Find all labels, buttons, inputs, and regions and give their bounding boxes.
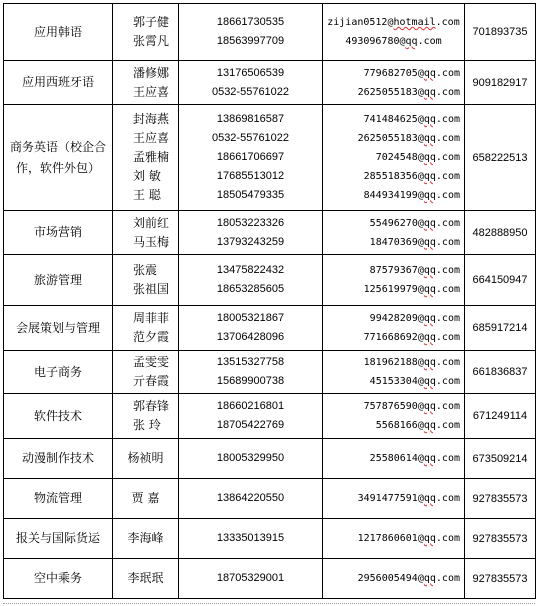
contact-phone: 18705329001 xyxy=(216,572,285,584)
major-cell: 空中乘务 xyxy=(4,559,113,599)
email-tld: .com xyxy=(435,313,460,324)
contact-phones-cell xyxy=(179,4,323,61)
email-tld: .com xyxy=(435,332,460,343)
major-cell: 动漫制作技术 xyxy=(4,439,113,479)
email-domain: qq xyxy=(423,284,436,295)
contact-phones-cell xyxy=(179,439,323,479)
email-domain: qq xyxy=(423,265,436,276)
email-user: 1217860601@ xyxy=(357,533,424,544)
contact-phone: 13864220550 xyxy=(216,492,285,504)
contact-emails-cell xyxy=(323,105,465,211)
email-tld: .com xyxy=(435,573,460,584)
qq-group-cell: 482888950 xyxy=(465,211,536,255)
email-tld: .com xyxy=(435,152,460,163)
contact-name: 郭子健 xyxy=(133,15,170,29)
contact-emails-cell xyxy=(323,211,465,255)
qq-group-cell: 685917214 xyxy=(465,306,536,351)
contact-name: 孟雅楠 xyxy=(133,150,170,164)
contact-name: 刘前红 xyxy=(133,215,170,230)
contact-names-cell xyxy=(113,4,179,61)
email-domain: qq xyxy=(423,533,436,544)
contact-phone: 13515327758 xyxy=(216,356,285,368)
contact-phones-cell xyxy=(179,519,323,559)
email-domain: qq xyxy=(423,67,436,79)
email-user: zijian0512@ xyxy=(327,17,394,28)
contact-phones-cell xyxy=(179,211,323,255)
email-tld: .com xyxy=(435,67,460,79)
contact-name: 郭春锋 xyxy=(133,399,170,413)
email-user: 779682705@ xyxy=(363,67,424,79)
contact-table xyxy=(3,3,536,599)
contact-email[interactable] xyxy=(323,309,464,328)
email-domain: qq xyxy=(423,86,436,98)
contact-phone: 18005321867 xyxy=(216,312,285,324)
contact-email[interactable] xyxy=(323,372,464,391)
contact-name: 张震 xyxy=(133,263,158,277)
contact-phone: 18653285605 xyxy=(216,283,285,295)
email-tld: .com xyxy=(435,284,460,295)
contact-phone: 0532-55761022 xyxy=(211,85,290,98)
email-domain: qq xyxy=(423,171,436,182)
email-tld: .com xyxy=(435,86,460,98)
email-tld: .com xyxy=(435,376,460,387)
contact-names-cell xyxy=(113,519,179,559)
email-tld: .com xyxy=(417,36,442,47)
contact-email[interactable] xyxy=(323,569,464,588)
email-domain: qq xyxy=(423,401,436,412)
email-domain: qq xyxy=(423,453,436,464)
qq-group-cell: 673509214 xyxy=(465,439,536,479)
contact-phone: 18660216801 xyxy=(216,400,285,412)
table-row xyxy=(4,351,536,394)
contact-email[interactable] xyxy=(323,280,464,299)
contact-email[interactable] xyxy=(323,214,464,233)
email-domain: qq xyxy=(423,332,436,343)
qq-group-cell: 927835573 xyxy=(465,479,536,519)
contact-names-cell xyxy=(113,559,179,599)
contact-email[interactable] xyxy=(323,489,464,508)
contact-name: 亓春霞 xyxy=(133,374,170,388)
contact-phone: 13793243259 xyxy=(216,235,285,248)
contact-phones-cell xyxy=(179,306,323,351)
contact-phone: 18505479335 xyxy=(216,189,285,201)
contact-name: 周菲菲 xyxy=(133,311,170,325)
email-user: 125619979@ xyxy=(363,284,424,295)
table-row xyxy=(4,255,536,306)
contact-phone: 13176506539 xyxy=(216,66,285,79)
contact-email[interactable] xyxy=(323,186,464,205)
table-row xyxy=(4,519,536,559)
email-domain: qq xyxy=(423,114,436,125)
contact-names-cell xyxy=(113,439,179,479)
contact-email[interactable] xyxy=(323,529,464,548)
qq-group-cell: 661836837 xyxy=(465,351,536,394)
contact-emails-cell xyxy=(323,394,465,439)
contact-name: 封海燕 xyxy=(133,112,170,126)
contact-email[interactable] xyxy=(323,233,464,252)
email-tld: .com xyxy=(435,493,460,504)
contact-name: 孟雯雯 xyxy=(133,355,170,369)
major-cell: 软件技术 xyxy=(4,394,113,439)
contact-names-cell xyxy=(113,351,179,394)
contact-emails-cell xyxy=(323,306,465,351)
contact-emails-cell xyxy=(323,4,465,61)
contact-name: 张霄凡 xyxy=(133,34,170,48)
major-cell: 市场营销 xyxy=(4,211,113,255)
email-domain: hotmail xyxy=(393,17,436,28)
contact-email[interactable] xyxy=(323,397,464,416)
contact-phone: 18705422769 xyxy=(216,419,285,431)
email-user: 2625055183@ xyxy=(357,133,424,144)
email-domain: qq xyxy=(423,152,436,163)
contact-name: 范夕霞 xyxy=(133,330,170,344)
contact-emails-cell xyxy=(323,519,465,559)
contact-email[interactable] xyxy=(323,148,464,167)
table-row xyxy=(4,439,536,479)
email-user: 55496270@ xyxy=(369,217,424,229)
table-row xyxy=(4,61,536,105)
contact-phones-cell xyxy=(179,479,323,519)
email-tld: .com xyxy=(435,453,460,464)
major-cell: 电子商务 xyxy=(4,351,113,394)
contact-phone: 13475822432 xyxy=(216,264,285,276)
contact-phone: 18661706697 xyxy=(216,151,285,163)
email-tld: .com xyxy=(435,217,460,229)
qq-group-cell: 927835573 xyxy=(465,559,536,599)
email-tld: .com xyxy=(435,190,460,201)
contact-name: 杨祯明 xyxy=(127,451,164,465)
major-cell: 应用西班牙语 xyxy=(4,61,113,105)
contact-email[interactable] xyxy=(323,416,464,435)
contact-email[interactable] xyxy=(323,353,464,372)
email-user: 2625055183@ xyxy=(357,86,424,98)
contact-email[interactable] xyxy=(323,32,464,51)
contact-email[interactable] xyxy=(323,110,464,129)
contact-phone: 15689900738 xyxy=(216,375,285,387)
contact-email[interactable] xyxy=(323,328,464,347)
email-user: 757876590@ xyxy=(363,401,424,412)
contact-phone: 17685513012 xyxy=(216,170,285,182)
email-user: 844934199@ xyxy=(363,190,424,201)
contact-phones-cell xyxy=(179,105,323,211)
email-tld: .com xyxy=(435,133,460,144)
email-user: 18470369@ xyxy=(369,236,424,248)
contact-emails-cell xyxy=(323,255,465,306)
email-user: 87579367@ xyxy=(369,265,424,276)
email-tld: .com xyxy=(435,401,460,412)
contact-email[interactable] xyxy=(323,261,464,280)
email-user: 771668692@ xyxy=(363,332,424,343)
email-user: 99428209@ xyxy=(369,313,424,324)
contact-phones-cell xyxy=(179,61,323,105)
contact-emails-cell xyxy=(323,479,465,519)
page-edge-divider xyxy=(3,603,535,604)
contact-names-cell xyxy=(113,105,179,211)
major-cell: 报关与国际货运 xyxy=(4,519,113,559)
contact-email[interactable] xyxy=(323,167,464,186)
contact-email[interactable] xyxy=(323,129,464,148)
major-cell: 商务英语（校企合作，软件外包） xyxy=(4,105,113,211)
email-domain: qq xyxy=(423,420,436,431)
contact-phones-cell xyxy=(179,394,323,439)
table-row xyxy=(4,105,536,211)
contact-names-cell xyxy=(113,394,179,439)
contact-name: 刘 敏 xyxy=(133,169,161,183)
contact-names-cell xyxy=(113,479,179,519)
contact-phones-cell xyxy=(179,559,323,599)
email-tld: .com xyxy=(435,171,460,182)
table-row xyxy=(4,306,536,351)
email-domain: qq xyxy=(423,236,436,248)
email-user: 285518356@ xyxy=(363,171,424,182)
qq-group-cell: 671249114 xyxy=(465,394,536,439)
contact-names-cell xyxy=(113,306,179,351)
major-cell: 旅游管理 xyxy=(4,255,113,306)
contact-phone: 18661730535 xyxy=(216,16,285,28)
table-row xyxy=(4,211,536,255)
email-user: 741484625@ xyxy=(363,114,424,125)
qq-group-cell: 927835573 xyxy=(465,519,536,559)
email-tld: .com xyxy=(435,420,460,431)
email-user: 45153304@ xyxy=(369,376,424,387)
qq-group-cell: 909182917 xyxy=(465,61,536,105)
contact-phone: 13706428096 xyxy=(216,331,285,343)
contact-names-cell xyxy=(113,61,179,105)
contact-email[interactable] xyxy=(323,64,464,83)
contact-email[interactable] xyxy=(323,449,464,468)
email-user: 25580614@ xyxy=(369,453,424,464)
contact-name: 王应喜 xyxy=(133,84,170,99)
qq-group-cell: 658222513 xyxy=(465,105,536,211)
email-tld: .com xyxy=(435,533,460,544)
major-cell: 应用韩语 xyxy=(4,4,113,61)
major-cell: 会展策划与管理 xyxy=(4,306,113,351)
contact-emails-cell xyxy=(323,559,465,599)
contact-name: 张 玲 xyxy=(133,418,161,432)
contact-phones-cell xyxy=(179,255,323,306)
contact-name: 王应喜 xyxy=(133,131,170,145)
contact-name: 李珉珉 xyxy=(127,571,164,585)
contact-phone: 18005329950 xyxy=(216,452,285,464)
contact-table-body xyxy=(4,4,536,599)
table-row xyxy=(4,559,536,599)
major-cell: 物流管理 xyxy=(4,479,113,519)
email-tld: .com xyxy=(435,114,460,125)
email-user: 5568166@ xyxy=(375,420,424,431)
email-user: 7024548@ xyxy=(375,152,424,163)
contact-name: 贾 嘉 xyxy=(131,491,160,505)
contact-name: 张祖国 xyxy=(133,282,170,296)
contact-email[interactable] xyxy=(323,13,464,32)
contact-phone: 18563997709 xyxy=(216,35,285,47)
contact-phones-cell xyxy=(179,351,323,394)
table-row xyxy=(4,394,536,439)
email-domain: qq xyxy=(423,493,436,504)
contact-names-cell xyxy=(113,255,179,306)
contact-name: 李海峰 xyxy=(127,531,164,545)
email-user: 493096780@ xyxy=(345,36,406,47)
email-domain: qq xyxy=(423,217,436,229)
email-domain: qq xyxy=(423,573,436,584)
contact-email[interactable] xyxy=(323,83,464,102)
email-user: 2956005494@ xyxy=(357,573,424,584)
email-domain: qq xyxy=(423,313,436,324)
contact-emails-cell xyxy=(323,439,465,479)
table-row xyxy=(4,479,536,519)
contact-phone: 0532-55761022 xyxy=(211,132,290,144)
email-tld: .com xyxy=(435,265,460,276)
contact-phone: 13869816587 xyxy=(216,113,285,125)
email-user: 3491477591@ xyxy=(357,493,424,504)
email-tld: .com xyxy=(435,17,460,28)
contact-emails-cell xyxy=(323,351,465,394)
contact-phone: 13335013915 xyxy=(216,532,285,544)
contact-name: 马玉梅 xyxy=(133,234,170,249)
contact-phone: 18053223326 xyxy=(216,216,285,229)
email-domain: qq xyxy=(423,357,436,368)
email-user: 181962188@ xyxy=(363,357,424,368)
qq-group-cell: 664150947 xyxy=(465,255,536,306)
email-tld: .com xyxy=(435,357,460,368)
contact-emails-cell xyxy=(323,61,465,105)
email-tld: .com xyxy=(435,236,460,248)
contact-name: 王 聪 xyxy=(133,188,161,202)
email-domain: qq xyxy=(423,376,436,387)
email-domain: qq xyxy=(405,36,418,47)
email-domain: qq xyxy=(423,190,436,201)
contact-names-cell xyxy=(113,211,179,255)
email-domain: qq xyxy=(423,133,436,144)
table-row xyxy=(4,4,536,61)
contact-name: 潘修娜 xyxy=(133,65,170,80)
qq-group-cell: 701893735 xyxy=(465,4,536,61)
